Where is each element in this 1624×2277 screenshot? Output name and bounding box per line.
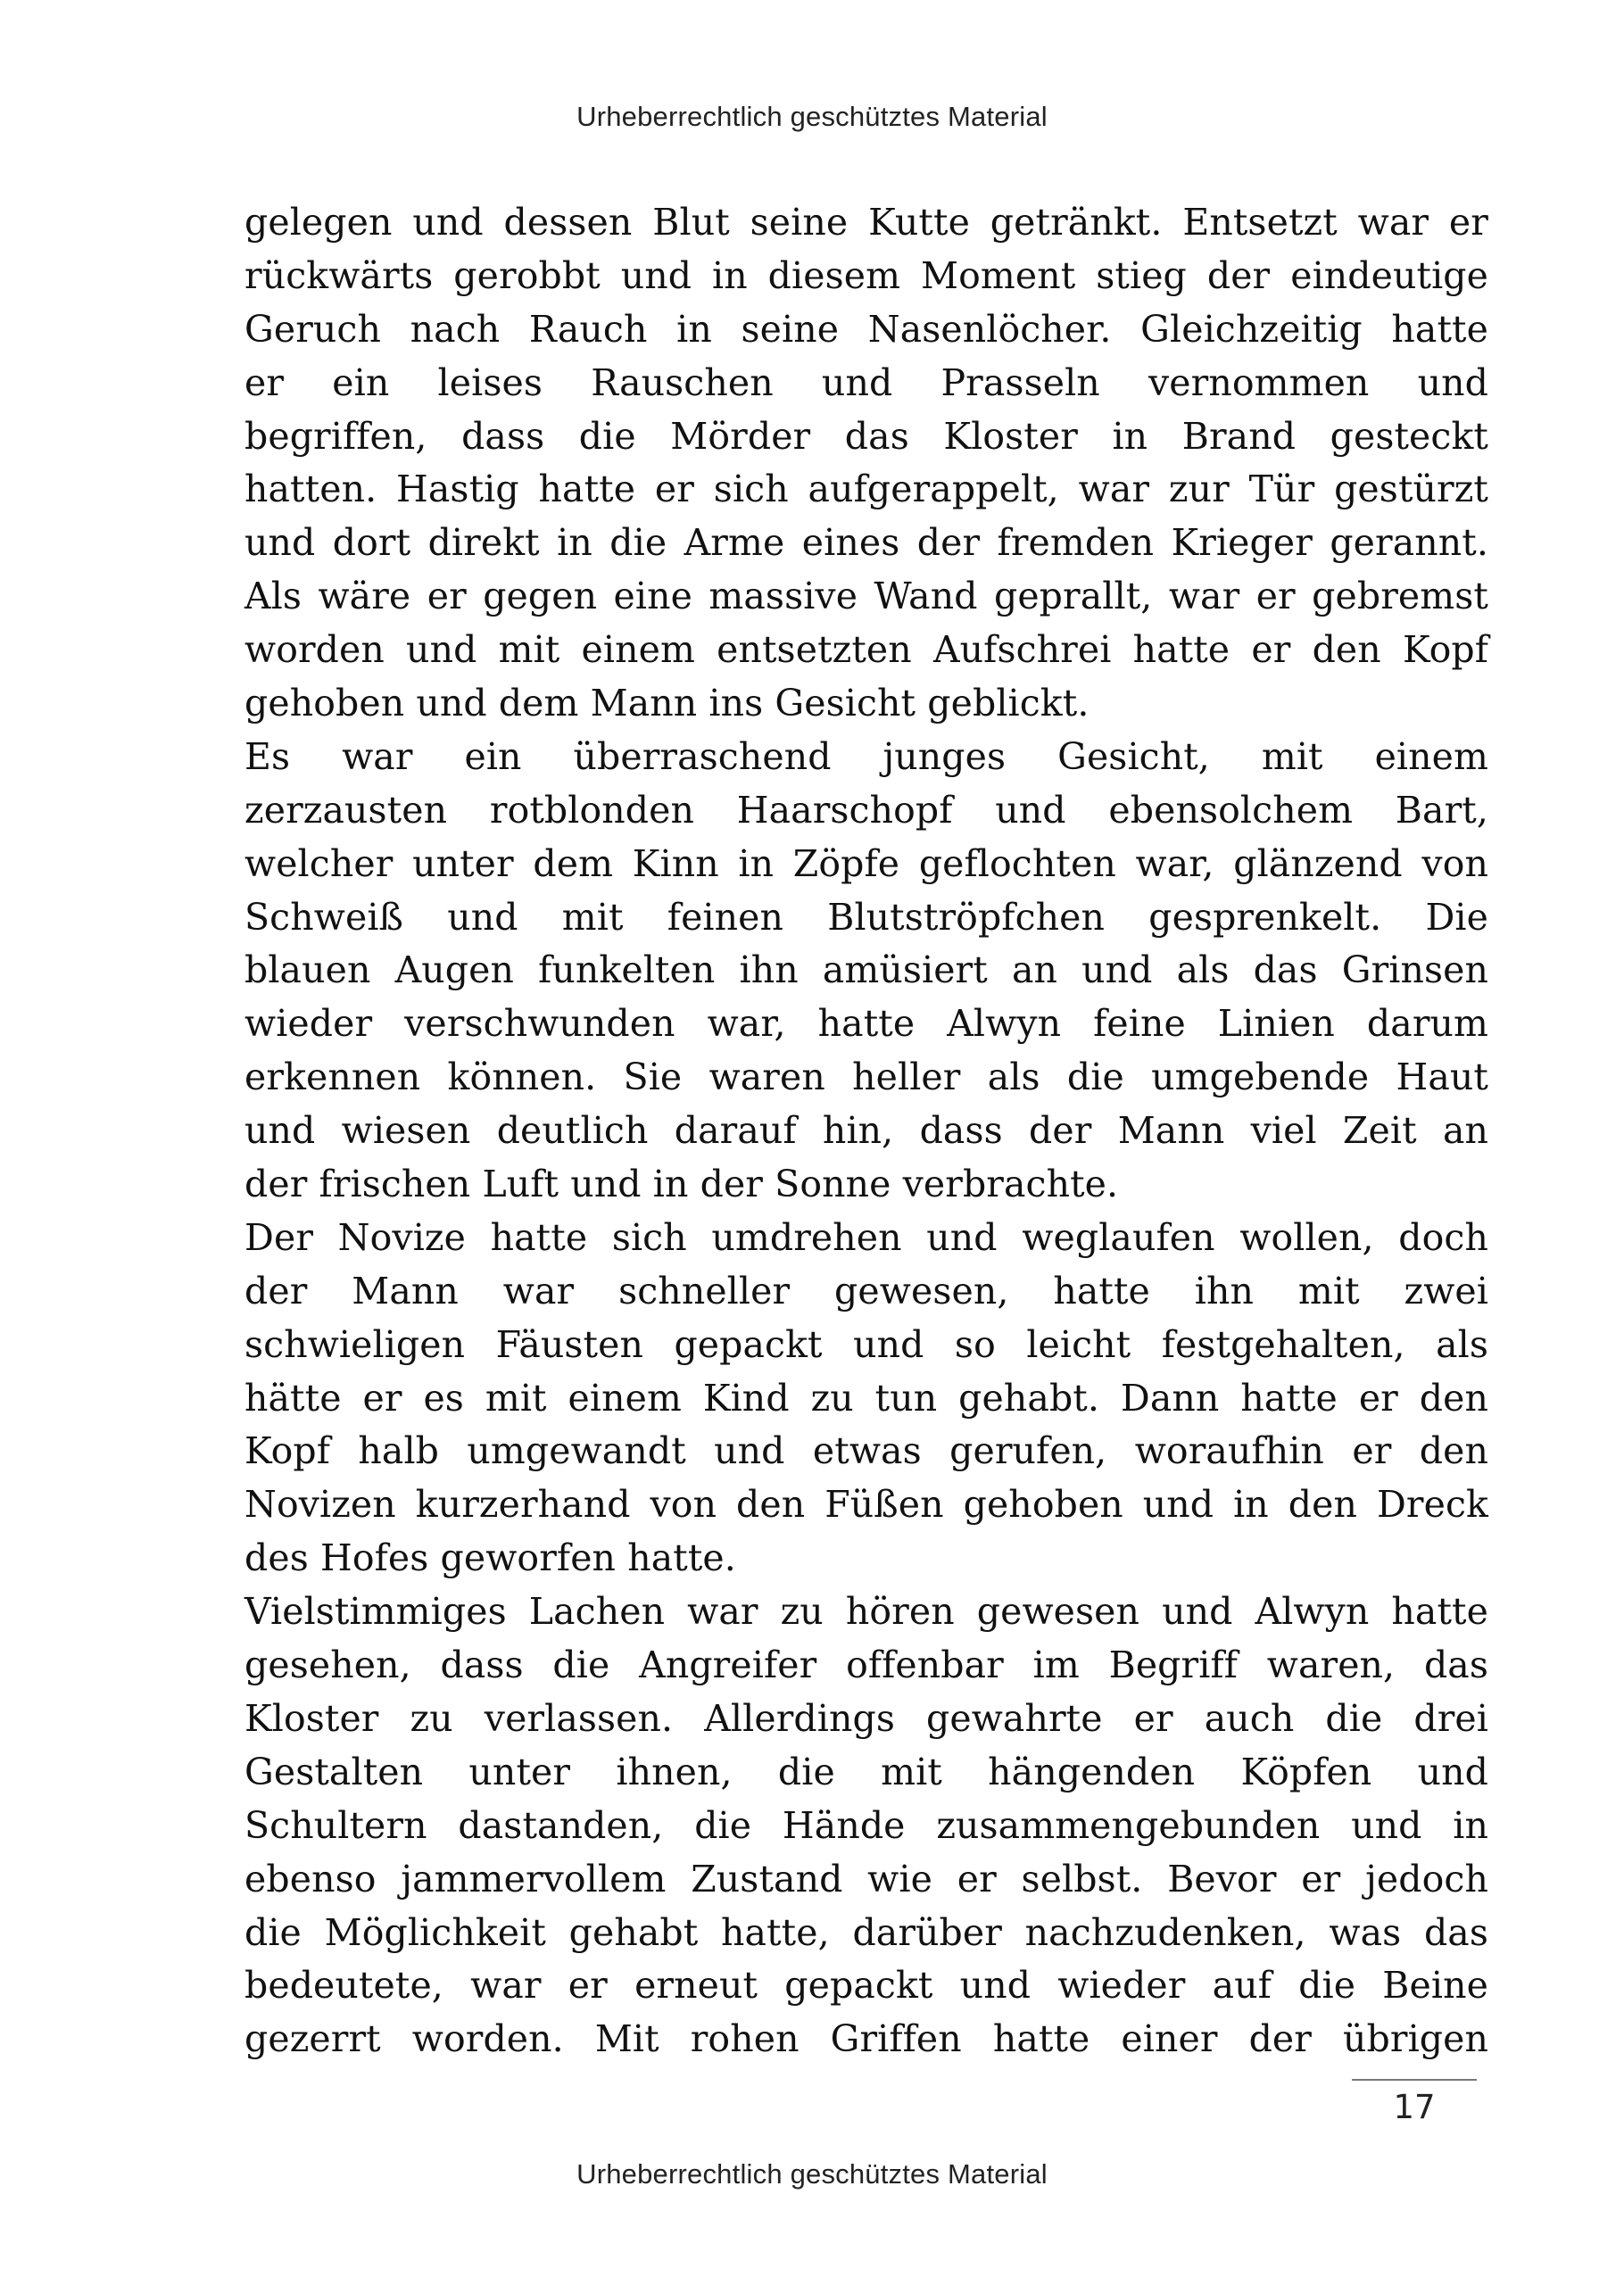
- text-line: er ein leises Rauschen und Prasseln vernommen und: [244, 360, 1488, 404]
- text-line: ebenso jammervollem Zustand wie er selbst. Bevor er jedoch: [244, 1857, 1488, 1900]
- text-line: worden und mit einem entsetzten Aufschrei hatte er den Kopf: [244, 628, 1488, 672]
- paragraph-3: [244, 1212, 1488, 1586]
- text-line: Es war ein überraschend junges Gesicht, mit einem: [244, 734, 1488, 778]
- text-line: gezerrt worden. Mit rohen Griffen hatte einer der übrigen: [244, 2017, 1488, 2061]
- text-line: schwieligen Fäusten gepackt und so leicht festgehalten, als: [244, 1322, 1488, 1366]
- text-line: Schultern dastanden, die Hände zusammengebunden und in: [244, 1803, 1488, 1847]
- text-line: begriffen, dass die Mörder das Kloster in Brand gesteckt: [244, 414, 1488, 458]
- text-line: und dort direkt in die Arme eines der fremden Krieger gerannt.: [244, 521, 1488, 565]
- text-line: Kopf halb umgewandt und etwas gerufen, woraufhin er den: [244, 1429, 1488, 1473]
- text-line: die Möglichkeit gehabt hatte, darüber nachzudenken, was das: [244, 1910, 1488, 1954]
- text-line: der frischen Luft und in der Sonne verbrachte.: [244, 1163, 1119, 1206]
- text-line: hätte er es mit einem Kind zu tun gehabt. Dann hatte er den: [244, 1376, 1488, 1420]
- body-text: [244, 196, 1488, 2066]
- copyright-notice-bottom: Urheberrechtlich geschütztes Material: [576, 2158, 1048, 2190]
- paragraph-1: [244, 196, 1488, 731]
- page-number: 17: [1393, 2088, 1436, 2126]
- text-line: Der Novize hatte sich umdrehen und weglaufen wollen, doch: [244, 1215, 1488, 1259]
- text-line: hatten. Hastig hatte er sich aufgerappelt, war zur Tür gestürzt: [244, 468, 1488, 511]
- text-line: blauen Augen funkelten ihn amüsiert an und als das Grinsen: [244, 948, 1488, 992]
- text-line: der Mann war schneller gewesen, hatte ihn mit zwei: [244, 1269, 1488, 1312]
- text-line: bedeutete, war er erneut gepackt und wieder auf die Beine: [244, 1964, 1488, 2008]
- text-line: Als wäre er gegen eine massive Wand geprallt, war er gebremst: [244, 575, 1488, 618]
- text-line: Vielstimmiges Lachen war zu hören gewesen und Alwyn hatte: [244, 1590, 1488, 1634]
- text-line: Gestalten unter ihnen, die mit hängenden Köpfen und: [244, 1750, 1488, 1793]
- text-line: des Hofes geworfen hatte.: [244, 1536, 736, 1580]
- text-line: welcher unter dem Kinn in Zöpfe geflochten war, glänzend von: [244, 841, 1488, 885]
- text-line: gehoben und dem Mann ins Gesicht geblickt.: [244, 682, 1090, 725]
- text-line: gelegen und dessen Blut seine Kutte getränkt. Entsetzt war er: [244, 201, 1488, 244]
- paragraph-4: [244, 1586, 1488, 2066]
- text-line: Schweiß und mit feinen Blutströpfchen gesprenkelt. Die: [244, 895, 1488, 939]
- text-line: zerzausten rotblonden Haarschopf und ebensolchem Bart,: [244, 788, 1488, 832]
- text-line: Novizen kurzerhand von den Füßen gehoben und in den Dreck: [244, 1483, 1488, 1527]
- copyright-notice-top: Urheberrechtlich geschütztes Material: [576, 101, 1048, 132]
- text-line: Kloster zu verlassen. Allerdings gewahrte er auch die drei: [244, 1696, 1488, 1740]
- paragraph-2: [244, 731, 1488, 1212]
- text-line: erkennen können. Sie waren heller als die umgebende Haut: [244, 1056, 1488, 1099]
- text-line: und wiesen deutlich darauf hin, dass der Mann viel Zeit an: [244, 1109, 1488, 1153]
- text-line: wieder verschwunden war, hatte Alwyn feine Linien darum: [244, 1002, 1488, 1046]
- text-line: gesehen, dass die Angreifer offenbar im Begriff waren, das: [244, 1644, 1488, 1687]
- text-line: Geruch nach Rauch in seine Nasenlöcher. Gleichzeitig hatte: [244, 307, 1488, 351]
- page-number-rule: [1352, 2079, 1477, 2081]
- text-line: rückwärts gerobbt und in diesem Moment stieg der eindeutige: [244, 253, 1488, 297]
